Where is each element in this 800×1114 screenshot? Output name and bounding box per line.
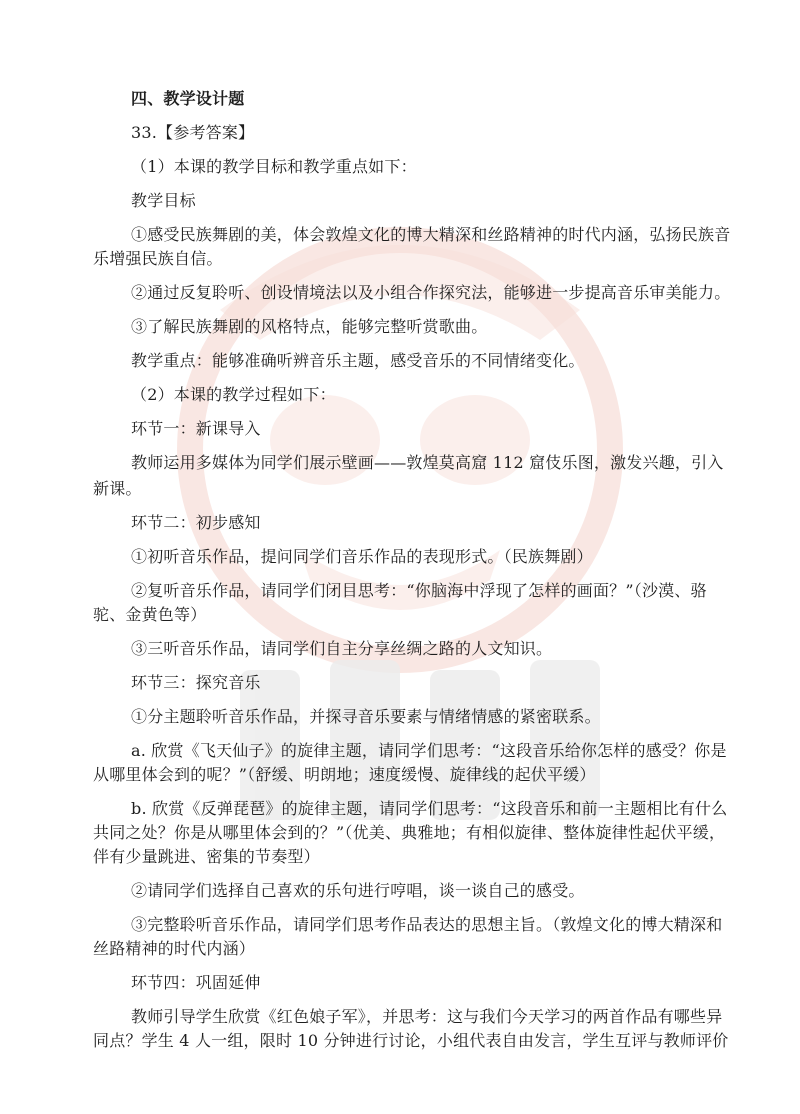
text-line: （2）本课的教学过程如下： xyxy=(131,385,336,404)
text-line: ③完整聆听音乐作品，请同学们思考作品表达的思想主旨。（敦煌文化的博大精深和 xyxy=(131,915,723,934)
text-line: b. 欣赏《反弹琵琶》的旋律主题，请同学们思考：“这段音乐和前一主题相比有什么 xyxy=(131,799,728,818)
text-line: 丝路精神的时代内涵） xyxy=(93,939,256,958)
text-line: 教学重点：能够准确听辨音乐主题，感受音乐的不同情绪变化。 xyxy=(131,351,585,370)
text-line: ③三听音乐作品，请同学们自主分享丝绸之路的人文知识。 xyxy=(131,639,553,658)
text-line: 伴有少量跳进、密集的节奏型） xyxy=(93,847,320,866)
text-line: ①感受民族舞剧的美，体会敦煌文化的博大精深和丝路精神的时代内涵，弘扬民族音 xyxy=(131,225,731,244)
answer-label: 33.【参考答案】 xyxy=(131,123,255,142)
text-line: 教师引导学生欣赏《红色娘子军》，并思考：这与我们今天学习的两首作品有哪些异 xyxy=(131,1007,723,1026)
section-heading: 四、教学设计题 xyxy=(131,89,245,108)
text-line: 环节四：巩固延伸 xyxy=(131,973,261,992)
text-line: 教师运用多媒体为同学们展示壁画——敦煌莫高窟 112 窟伎乐图，激发兴趣，引入 xyxy=(131,453,724,472)
text-line: 新课。 xyxy=(93,479,142,498)
text-line: ③了解民族舞剧的风格特点，能够完整听赏歌曲。 xyxy=(131,317,488,336)
text-line: ①初听音乐作品，提问同学们音乐作品的表现形式。（民族舞剧） xyxy=(131,547,593,566)
text-line: ②通过反复聆听、创设情境法以及小组合作探究法，能够进一步提高音乐审美能力。 xyxy=(131,283,731,302)
text-line: 乐增强民族自信。 xyxy=(93,249,223,268)
text-line: ②请同学们选择自己喜欢的乐句进行哼唱，谈一谈自己的感受。 xyxy=(131,881,585,900)
text-line: 从哪里体会到的呢？”（舒缓、明朗地；速度缓慢、旋律线的起伏平缓） xyxy=(93,765,596,784)
text-line: 教学目标 xyxy=(131,191,196,210)
text-line: ②复听音乐作品，请同学们闭目思考：“你脑海中浮现了怎样的画面？”（沙漠、骆 xyxy=(131,581,707,600)
text-line: 驼、金黄色等） xyxy=(93,605,207,624)
text-line: （1）本课的教学目标和教学重点如下： xyxy=(131,157,417,176)
text-line: ①分主题聆听音乐作品，并探寻音乐要素与情绪情感的紧密联系。 xyxy=(131,707,601,726)
text-line: 同点？学生 4 人一组，限时 10 分钟进行讨论，小组代表自由发言，学生互评与教师评价 xyxy=(93,1031,729,1050)
text-line: a. 欣赏《飞天仙子》的旋律主题，请同学们思考：“这段音乐给你怎样的感受？你是 xyxy=(131,741,727,760)
text-line: 环节二：初步感知 xyxy=(131,513,261,532)
text-line: 环节三：探究音乐 xyxy=(131,673,261,692)
text-line: 共同之处？你是从哪里体会到的？”（优美、典雅地；有相似旋律、整体旋律性起伏平缓， xyxy=(93,823,726,842)
text-line: 环节一：新课导入 xyxy=(131,419,261,438)
